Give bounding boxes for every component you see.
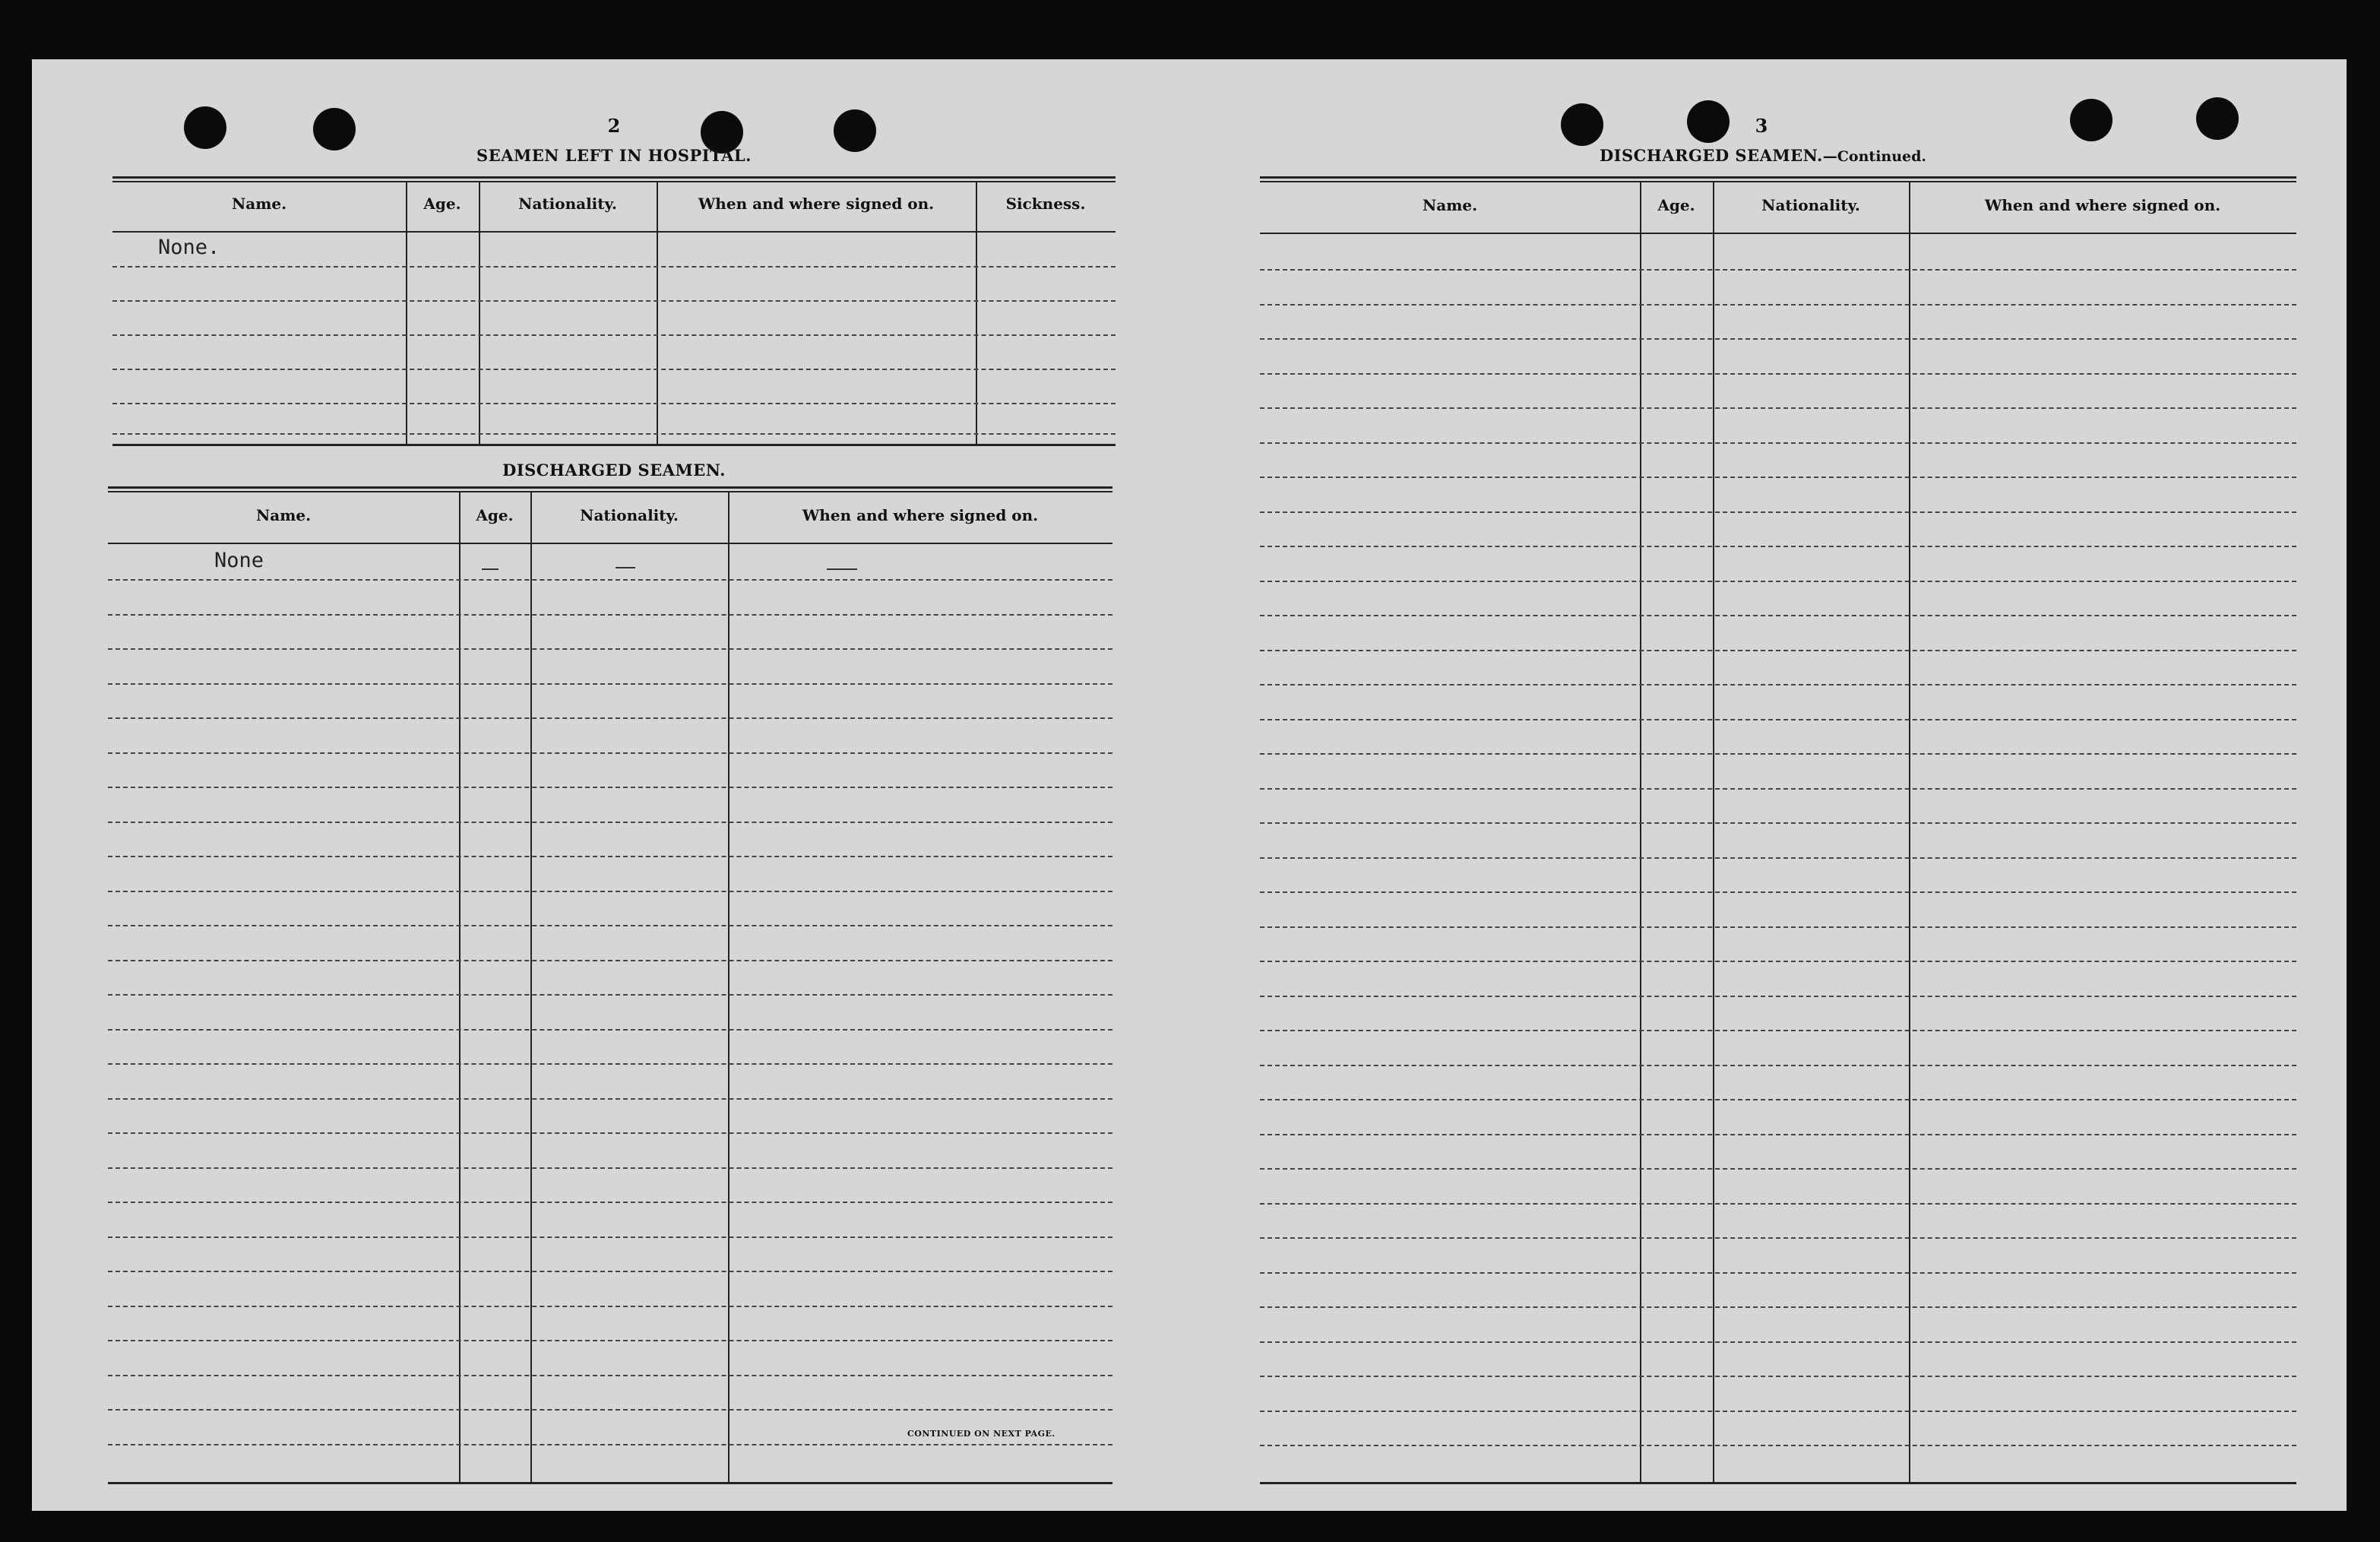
col-header-when-where: When and where signed on.: [698, 195, 935, 213]
row-rule: [108, 822, 1112, 823]
punch-hole: [313, 108, 356, 150]
table-bottom-rule: [108, 1482, 1112, 1484]
row-rule: [1260, 684, 2296, 686]
row-rule: [1260, 546, 2296, 547]
row-rule: [108, 614, 1112, 616]
punch-hole: [834, 109, 876, 152]
discharged-table-right: [1260, 176, 2296, 1488]
column-divider: [1713, 182, 1714, 1482]
header-underline: [112, 231, 1116, 233]
row-rule: [1260, 1134, 2296, 1135]
punch-hole: [2196, 97, 2239, 140]
row-rule: [108, 752, 1112, 754]
row-rule: [108, 1340, 1112, 1341]
col-header-name: Name.: [231, 195, 287, 213]
column-divider: [459, 492, 460, 1482]
row-rule: [1260, 719, 2296, 720]
header-underline: [108, 543, 1112, 544]
column-divider: [1909, 182, 1910, 1482]
punch-hole: [1687, 100, 1730, 143]
row-rule: [1260, 442, 2296, 444]
row-rule: [108, 1063, 1112, 1065]
right-title-main: DISCHARGED SEAMEN.: [1599, 146, 1823, 165]
row-rule: [112, 334, 1116, 336]
row-rule: [1260, 511, 2296, 513]
row-rule: [108, 891, 1112, 892]
col-header-when-where: When and where signed on.: [802, 506, 1039, 524]
row-rule: [108, 1444, 1112, 1445]
row-rule: [108, 1236, 1112, 1238]
column-divider: [479, 182, 480, 444]
col-header-nationality: Nationality.: [518, 195, 617, 213]
row-rule: [108, 856, 1112, 857]
continued-footer: CONTINUED ON NEXT PAGE.: [907, 1429, 1055, 1439]
column-divider: [530, 492, 532, 1482]
table-top-rule: [1260, 176, 2296, 182]
row-rule: [108, 1375, 1112, 1376]
row-rule: [108, 1132, 1112, 1134]
row-rule: [1260, 822, 2296, 824]
right-section-title: [1600, 146, 1926, 165]
row-rule: [1260, 373, 2296, 375]
discharged-table-left: [108, 486, 1112, 1488]
row-rule: [108, 1271, 1112, 1272]
discharged-row-name: None: [214, 549, 264, 572]
hospital-section-title: SEAMEN LEFT IN HOSPITAL.: [476, 146, 752, 165]
row-rule: [1260, 891, 2296, 893]
row-rule: [1260, 269, 2296, 271]
row-rule: [108, 1029, 1112, 1031]
row-rule: [1260, 477, 2296, 478]
punch-hole: [184, 106, 226, 149]
row-rule: [1260, 1237, 2296, 1239]
row-rule: [108, 960, 1112, 961]
row-rule: [1260, 650, 2296, 651]
header-underline: [1260, 233, 2296, 234]
right-title-suffix: —Continued.: [1822, 148, 1927, 165]
column-divider: [976, 182, 977, 444]
page-number-right: 3: [1755, 115, 1768, 137]
age-blank-mark: [482, 568, 498, 570]
row-rule: [112, 433, 1116, 435]
col-header-nationality: Nationality.: [580, 506, 679, 524]
row-rule: [108, 1167, 1112, 1169]
row-rule: [1260, 788, 2296, 790]
row-rule: [1260, 961, 2296, 962]
row-rule: [108, 994, 1112, 996]
row-rule: [1260, 1065, 2296, 1066]
row-rule: [108, 1098, 1112, 1100]
hospital-table: [112, 176, 1116, 451]
row-rule: [1260, 1099, 2296, 1100]
col-header-age: Age.: [476, 506, 514, 524]
row-rule: [112, 369, 1116, 370]
row-rule: [108, 717, 1112, 719]
row-rule: [1260, 615, 2296, 616]
col-header-age: Age.: [1657, 196, 1695, 214]
row-rule: [1260, 1376, 2296, 1377]
row-rule: [108, 787, 1112, 788]
row-rule: [112, 266, 1116, 268]
table-bottom-rule: [1260, 1482, 2296, 1484]
column-divider: [657, 182, 658, 444]
row-rule: [1260, 1341, 2296, 1343]
row-rule: [112, 403, 1116, 404]
row-rule: [1260, 753, 2296, 755]
signed-on-blank-mark: [827, 568, 857, 570]
col-header-name: Name.: [255, 506, 312, 524]
col-header-age: Age.: [423, 195, 461, 213]
column-divider: [1640, 182, 1641, 1482]
row-rule: [1260, 1411, 2296, 1412]
row-rule: [1260, 581, 2296, 582]
col-header-nationality: Nationality.: [1761, 196, 1860, 214]
row-rule: [1260, 304, 2296, 306]
column-divider: [406, 182, 407, 444]
row-rule: [108, 1409, 1112, 1411]
table-top-rule: [112, 176, 1116, 182]
row-rule: [112, 300, 1116, 302]
discharged-section-title: DISCHARGED SEAMEN.: [502, 461, 726, 480]
row-rule: [1260, 407, 2296, 409]
column-divider: [728, 492, 730, 1482]
row-rule: [108, 648, 1112, 650]
document-sheet: [32, 59, 2347, 1511]
row-rule: [1260, 996, 2296, 997]
table-bottom-rule: [112, 444, 1116, 446]
row-rule: [1260, 1168, 2296, 1170]
col-header-sickness: Sickness.: [1005, 195, 1086, 213]
row-rule: [108, 925, 1112, 926]
nationality-blank-mark: [616, 567, 635, 568]
row-rule: [1260, 1203, 2296, 1205]
row-rule: [1260, 1272, 2296, 1274]
row-rule: [1260, 338, 2296, 340]
row-rule: [1260, 1030, 2296, 1031]
col-header-name: Name.: [1422, 196, 1478, 214]
row-rule: [108, 1306, 1112, 1307]
col-header-when-where: When and where signed on.: [1984, 196, 2221, 214]
row-rule: [1260, 857, 2296, 859]
punch-hole: [2070, 99, 2113, 141]
row-rule: [1260, 1445, 2296, 1446]
table-top-rule: [108, 486, 1112, 492]
punch-hole: [1561, 103, 1603, 146]
hospital-row-name: None.: [158, 236, 220, 259]
row-rule: [108, 683, 1112, 685]
row-rule: [108, 1202, 1112, 1203]
page-number-left: 2: [607, 115, 621, 137]
row-rule: [1260, 926, 2296, 928]
row-rule: [1260, 1306, 2296, 1308]
row-rule: [108, 579, 1112, 581]
